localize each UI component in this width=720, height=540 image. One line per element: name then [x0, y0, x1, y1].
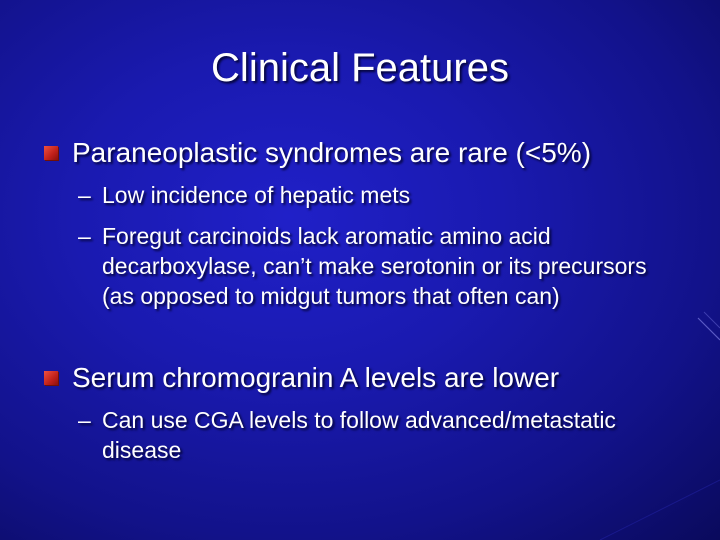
dash-marker: –: [78, 407, 91, 433]
subitem-text: Low incidence of hepatic mets: [102, 182, 411, 208]
bullet-text: Paraneoplastic syndromes are rare (<5%): [72, 137, 592, 168]
slide-title: Clinical Features: [211, 46, 509, 90]
dash-marker: –: [78, 182, 91, 208]
subitem-text: Can use CGA levels to follow advanced/metastatic disease: [102, 407, 616, 463]
bullet-marker-icon: [44, 146, 58, 160]
bullet-marker-icon: [44, 371, 58, 385]
subitem-text: Foregut carcinoids lack aromatic amino acid decarboxylase, can’t make serotonin or its precursors (as opposed to midgut tumors that often can): [102, 223, 647, 309]
dash-marker: –: [78, 223, 91, 249]
bullet-text: Serum chromogranin A levels are lower: [72, 362, 560, 393]
